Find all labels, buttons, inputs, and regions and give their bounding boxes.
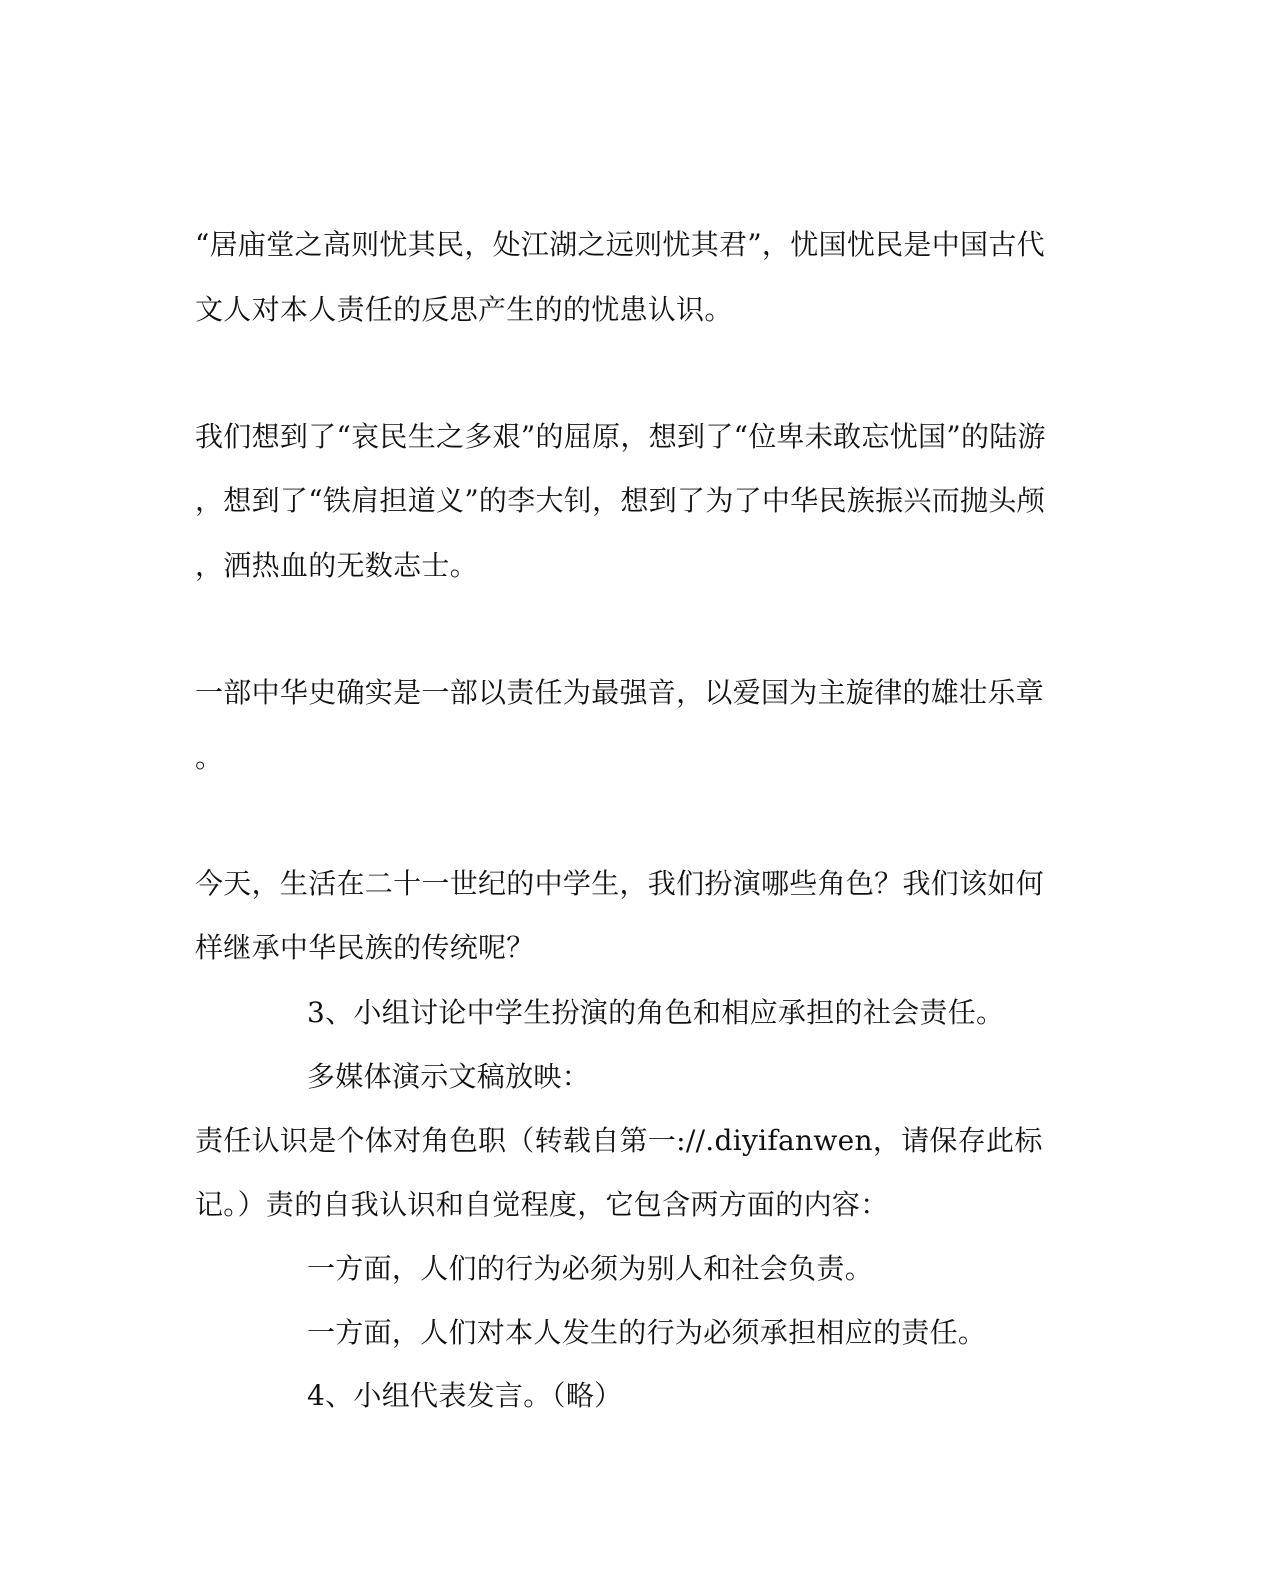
text-line: 责任认识是个体对角色职（转载自第一://.diyifanwen，请保存此标 bbox=[195, 1124, 1043, 1157]
text-line: 今天，生活在二十一世纪的中学生，我们扮演哪些角色？我们该如何 bbox=[195, 867, 1045, 900]
text-line: ，想到了“铁肩担道义”的李大钊，想到了为了中华民族振兴而抛头颅 bbox=[195, 484, 1045, 517]
text-line: 一方面，人们的行为必须为别人和社会负责。 bbox=[307, 1252, 874, 1285]
text-line: 4、小组代表发言。（略） bbox=[307, 1379, 623, 1412]
text-line: ，洒热血的无数志士。 bbox=[195, 549, 479, 582]
text-line: 一方面，人们对本人发生的行为必须承担相应的责任。 bbox=[307, 1316, 987, 1349]
text-line: 我们想到了“哀民生之多艰”的屈原，想到了“位卑未敢忘忧国”的陆游 bbox=[195, 420, 1046, 453]
text-line: 文人对本人责任的反思产生的的忧患认识。 bbox=[195, 293, 733, 326]
text-line: 记。）责的自我认识和自觉程度，它包含两方面的内容： bbox=[195, 1188, 889, 1221]
text-line: “居庙堂之高则忧其民，处江湖之远则忧其君”，忧国忧民是中国古代 bbox=[195, 228, 1045, 261]
text-line: 多媒体演示文稿放映： bbox=[307, 1060, 591, 1093]
text-line: 一部中华史确实是一部以责任为最强音，以爱国为主旋律的雄壮乐章 bbox=[195, 676, 1045, 709]
text-line: 样继承中华民族的传统呢？ bbox=[195, 931, 535, 964]
text-line: 3、小组讨论中学生扮演的角色和相应承担的社会责任。 bbox=[307, 996, 1005, 1029]
text-line: 。 bbox=[195, 741, 224, 774]
